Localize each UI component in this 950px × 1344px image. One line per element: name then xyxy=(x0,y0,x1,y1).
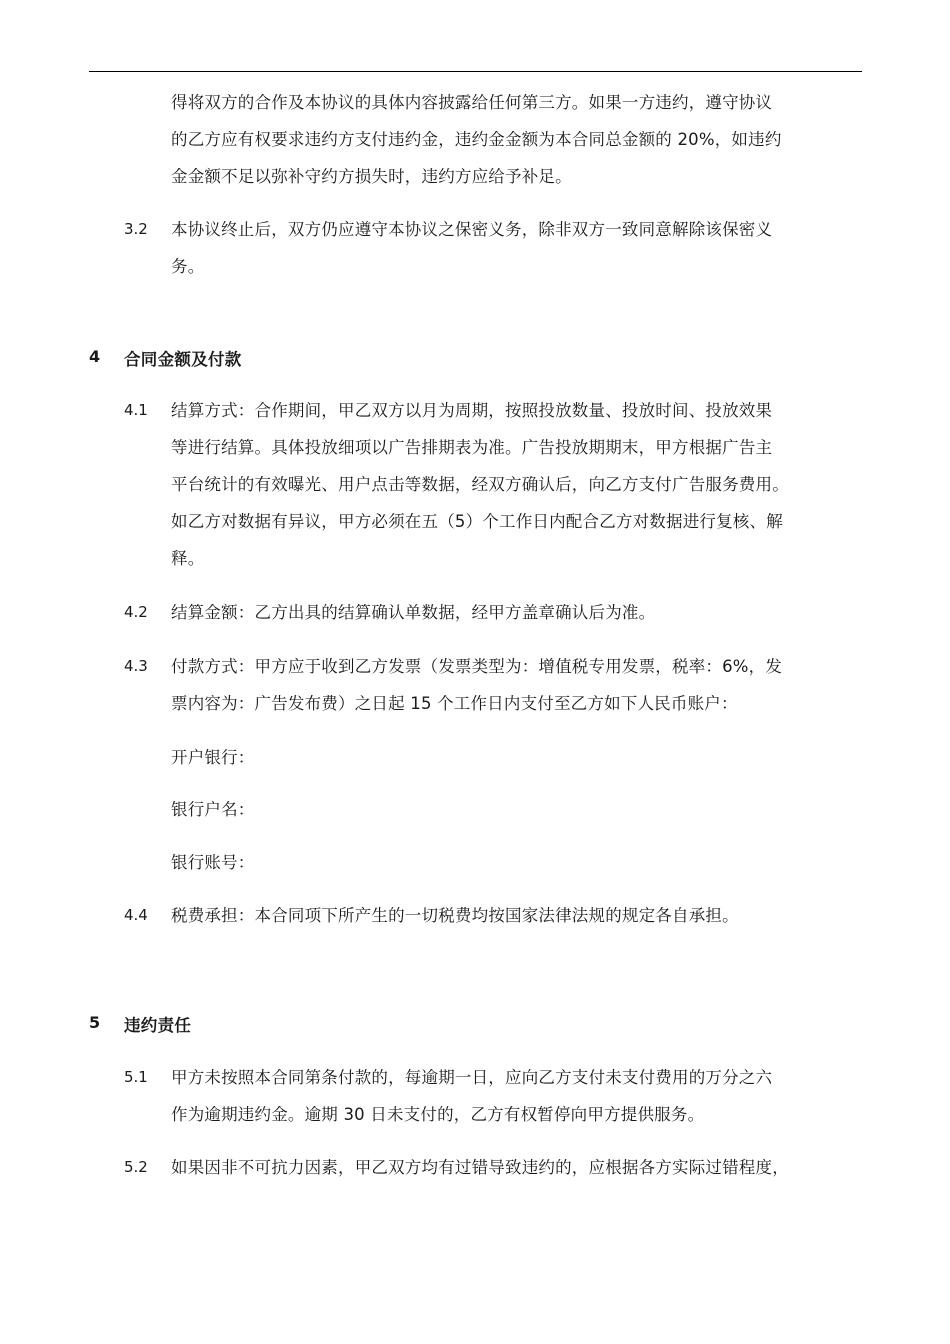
text-line: 作为逾期违约金。逾期 30 日未支付的，乙方有权暂停向甲方提供服务。 xyxy=(171,1105,705,1124)
section-number: 4 xyxy=(89,347,101,366)
text-line: 甲方未按照本合同第条付款的，每逾期一日，应向乙方支付未支付费用的万分之六 xyxy=(171,1068,773,1087)
bank-name-label: 开户银行： xyxy=(171,748,255,767)
text-line: 如乙方对数据有异议，甲方必须在五（5）个工作日内配合乙方对数据进行复核、解 xyxy=(171,512,783,531)
text-line: 等进行结算。具体投放细项以广告排期表为准。广告投放期期末，甲方根据广告主 xyxy=(171,438,773,457)
header-rule xyxy=(89,71,862,72)
text-line: 本协议终止后，双方仍应遵守本协议之保密义务，除非双方一致同意解除该保密义 xyxy=(171,220,773,239)
text-line: 释。 xyxy=(171,549,205,568)
section-title: 合同金额及付款 xyxy=(124,350,242,369)
clause-number: 4.1 xyxy=(124,401,148,419)
account-name-label: 银行户名： xyxy=(171,800,255,819)
text-line: 结算金额：乙方出具的结算确认单数据，经甲方盖章确认后为准。 xyxy=(171,603,656,622)
text-line: 的乙方应有权要求违约方支付违约金，违约金金额为本合同总金额的 20%，如违约 xyxy=(171,130,782,149)
text-line: 票内容为：广告发布费）之日起 15 个工作日内支付至乙方如下人民币账户： xyxy=(171,694,738,713)
text-line: 得将双方的合作及本协议的具体内容披露给任何第三方。如果一方违约，遵守协议 xyxy=(171,93,773,112)
text-line: 务。 xyxy=(171,257,205,276)
clause-number: 4.3 xyxy=(124,657,148,675)
clause-number: 3.2 xyxy=(124,220,148,238)
clause-number: 5.1 xyxy=(124,1068,148,1086)
text-line: 平台统计的有效曝光、用户点击等数据，经双方确认后，向乙方支付广告服务费用。 xyxy=(171,475,789,494)
text-line: 金金额不足以弥补守约方损失时，违约方应给予补足。 xyxy=(171,167,572,186)
clause-number: 4.2 xyxy=(124,603,148,621)
text-line: 税费承担：本合同项下所产生的一切税费均按国家法律法规的规定各自承担。 xyxy=(171,906,739,925)
clause-number: 5.2 xyxy=(124,1158,148,1176)
account-number-label: 银行账号： xyxy=(171,853,255,872)
section-title: 违约责任 xyxy=(124,1016,192,1035)
text-line: 结算方式：合作期间，甲乙双方以月为周期，按照投放数量、投放时间、投放效果 xyxy=(171,401,773,420)
clause-number: 4.4 xyxy=(124,906,148,924)
section-number: 5 xyxy=(89,1013,101,1032)
text-line: 付款方式：甲方应于收到乙方发票（发票类型为：增值税专用发票，税率：6%，发 xyxy=(171,657,783,676)
text-line: 如果因非不可抗力因素，甲乙双方均有过错导致违约的，应根据各方实际过错程度， xyxy=(171,1158,789,1177)
